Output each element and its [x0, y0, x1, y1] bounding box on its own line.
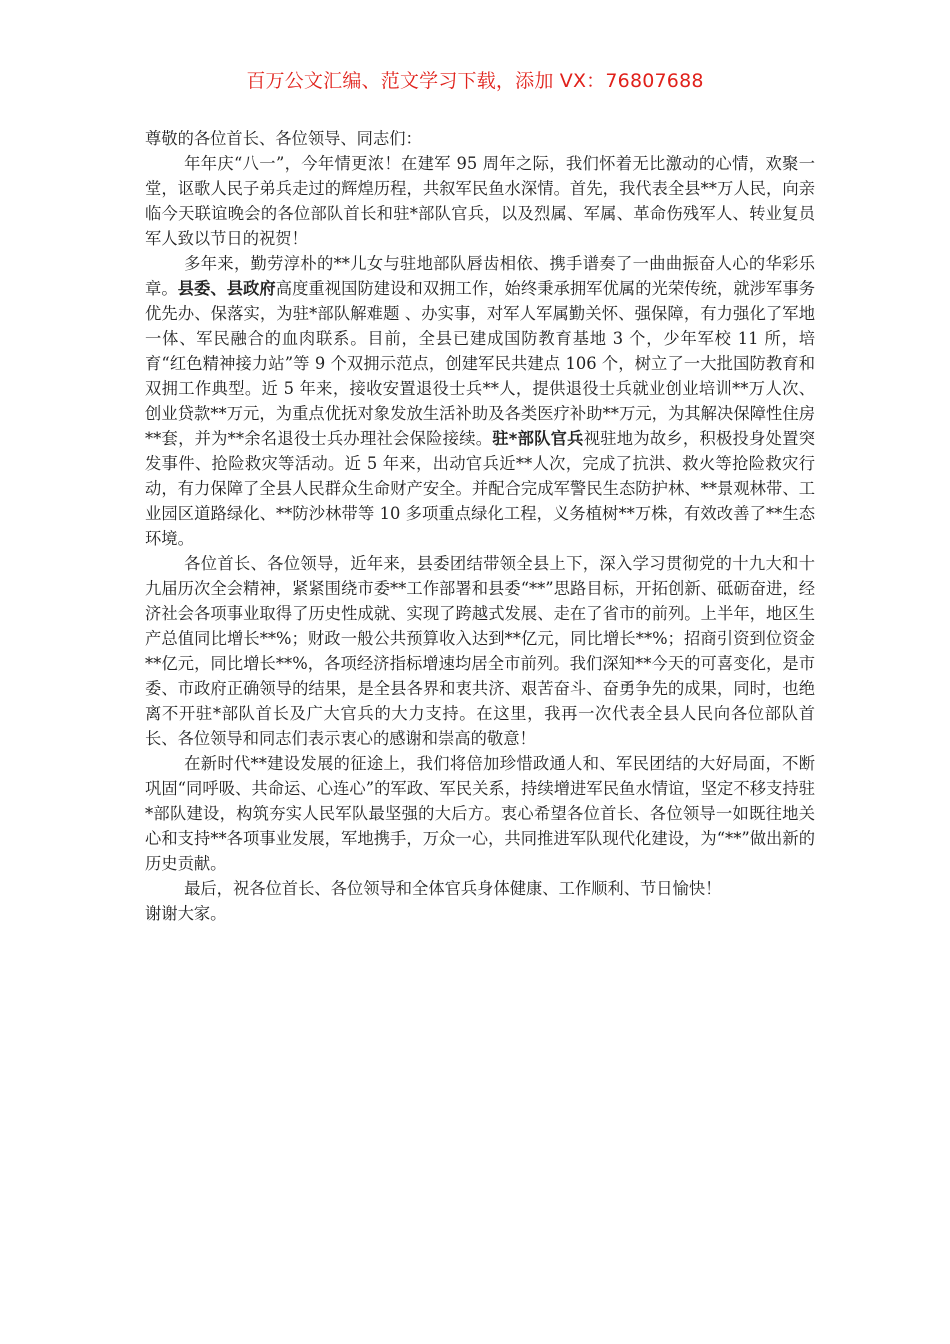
salutation: 尊敬的各位首长、各位领导、同志们：	[145, 129, 422, 148]
paragraph-3: 各位首长、各位领导，近年来，县委团结带领全县上下，深入学习贯彻党的十九大和十九届历次全会精神，紧紧围绕市委**工作部署和县委“**”思路目标，开拓创新、砥砺奋进，经济社会各项事业取得了历史性成就、实现了跨越式发展、走在了省市的前列。上半年，地区生产总值同比增长**%；财政一般公共预算收入达到**亿元，同比增长**%；招商引资到位资金**亿元，同比增长**%，各项经济指标增速均居全市前列。我们深知**今天的可喜变化，是市委、市政府正确领导的结果，是全县各界和衷共济、艰苦奋斗、奋勇争先的成果，同时，也绝离不开驻*部队首长及广大官兵的大力支持。在这里，我再一次代表全县人民向各位部队首长、各位领导和同志们表示衷心的感谢和崇高的敬意！	[145, 554, 815, 748]
watermark-header: 百万公文汇编、范文学习下载，添加 VX：76807688	[246, 70, 704, 92]
paragraph-2-troop-work: 视驻地为故乡，积极投身处置突发事件、抢险救灾等活动。近 5 年来，出动官兵近**人次，完成了抗洪、救火等抢险救灾行动，有力保障了全县人民群众生命财产安全。并配合完成军警民生态防护林、**景观林带、工业园区道路绿化、**防沙林带等 10 多项重点绿化工程，义务植树**万株，有效改善了**生态环境。	[145, 429, 815, 548]
paragraph-2-county-work: 高度重视国防建设和双拥工作，始终秉承拥军优属的光荣传统，就涉军事务优先办、保落实，为驻*部队解难题 、办实事，对军人军属勤关怀、强保障，有力强化了军地一体、军民融合的血肉联系。目前，全县已建成国防教育基地 3 个，少年军校 11 所，培育“红色精神接力站”等 9 个双拥示范点，创建军民共建点 106 个，树立了一大批国防教育和双拥工作典型。近 5 年来，接收安置退役士兵**人，提供退役士兵就业创业培训**万人次、创业贷款**万元，为重点优抚对象发放生活补助及各类医疗补助**万元，为其解决保障性住房**套，并为**余名退役士兵办理社会保险接续。	[145, 279, 815, 448]
paragraph-5: 最后，祝各位首长、各位领导和全体官兵身体健康、工作顺利、节日愉快！	[184, 879, 722, 898]
closing: 谢谢大家。	[145, 904, 227, 923]
paragraph-2-intro: 多年来，勤劳淳朴的**儿女与驻地部队唇齿相依、携手谱奏了一曲曲振奋人心的华彩乐章。	[145, 254, 815, 298]
speech-body	[145, 126, 815, 926]
paragraph-1: 年年庆“八一”，今年情更浓！在建军 95 周年之际，我们怀着无比激动的心情，欢聚一堂，讴歌人民子弟兵走过的辉煌历程，共叙军民鱼水深情。首先，我代表全县**万人民，向亲临今天联谊晚会的各位部队首长和驻*部队官兵，以及烈属、军属、革命伤残军人、转业复员军人致以节日的祝贺！	[145, 154, 815, 248]
paragraph-4: 在新时代**建设发展的征途上，我们将倍加珍惜政通人和、军民团结的大好局面，不断巩固“同呼吸、共命运、心连心”的军政、军民关系，持续增进军民鱼水情谊，坚定不移支持驻*部队建设，构筑夯实人民军队最坚强的大后方。衷心希望各位首长、各位领导一如既往地关心和支持**各项事业发展，军地携手，万众一心，共同推进军队现代化建设，为“**”做出新的历史贡献。	[145, 754, 815, 873]
bold-county-government: 县委、县政府	[177, 279, 276, 298]
bold-garrison-troops: 驻*部队官兵	[492, 429, 584, 448]
paragraph-2	[145, 251, 815, 551]
